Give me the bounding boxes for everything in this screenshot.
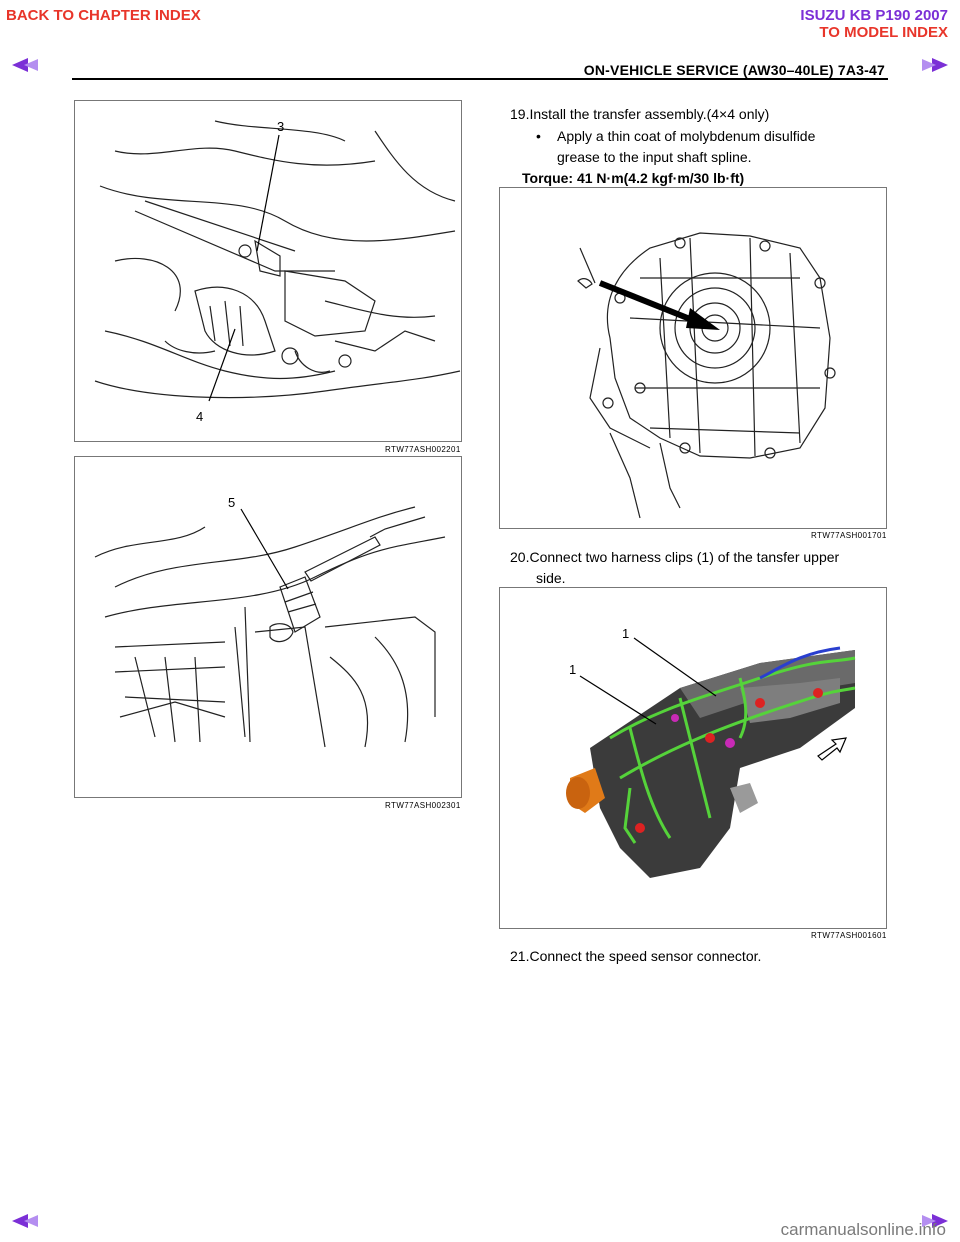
figure-1-drawing	[75, 101, 461, 441]
callout-5: 5	[228, 495, 236, 510]
to-model-index-label: TO MODEL INDEX	[819, 24, 948, 41]
figure-3-caption: RTW77ASH001701	[811, 531, 887, 540]
torque-spec: Torque: 41 N·m(4.2 kgf·m/30 lb·ft)	[522, 170, 745, 186]
figure-4-caption: RTW77ASH001601	[811, 931, 887, 940]
model-title: ISUZU KB P190 2007	[800, 7, 948, 24]
figure-harness-clips	[499, 587, 887, 929]
callout-4: 4	[196, 409, 204, 424]
figure-speed-sensor-harness	[74, 100, 462, 442]
prev-page-arrow-icon[interactable]	[10, 56, 40, 74]
page-header-title: ON-VEHICLE SERVICE (AW30–40LE) 7A3-47	[583, 62, 885, 78]
step-20-line-2: side.	[536, 570, 566, 586]
callout-1-lower: 1	[569, 662, 577, 677]
site-watermark: carmanualsonline.info	[780, 1220, 946, 1239]
prev-page-arrow-bottom-icon[interactable]	[10, 1212, 40, 1230]
next-page-arrow-icon[interactable]	[920, 56, 950, 74]
step-21-text: 21.Connect the speed sensor connector.	[510, 948, 762, 964]
figure-transfer-case	[499, 187, 887, 529]
step-20-line-1: 20.Connect two harness clips (1) of the tansfer upper	[510, 549, 840, 565]
figure-4-drawing	[500, 588, 886, 928]
figure-2-caption: RTW77ASH002301	[385, 801, 461, 810]
callout-1-upper: 1	[622, 626, 630, 641]
bullet-dot: •	[536, 128, 541, 144]
step-19-bullet-line-2: grease to the input shaft spline.	[557, 149, 752, 165]
header-rule	[72, 78, 888, 80]
step-19-text: 19.Install the transfer assembly.(4×4 only)	[510, 106, 770, 122]
figure-3-drawing	[500, 188, 886, 528]
step-19-bullet-line-1: Apply a thin coat of molybdenum disulfide	[557, 128, 816, 144]
back-to-chapter-index-link[interactable]: BACK TO CHAPTER INDEX	[6, 7, 201, 24]
figure-1-caption: RTW77ASH002201	[385, 445, 461, 454]
figure-speed-sensor-connector	[74, 456, 462, 798]
model-index-link[interactable]	[800, 7, 948, 41]
figure-2-drawing	[75, 457, 461, 797]
callout-3: 3	[277, 119, 285, 134]
